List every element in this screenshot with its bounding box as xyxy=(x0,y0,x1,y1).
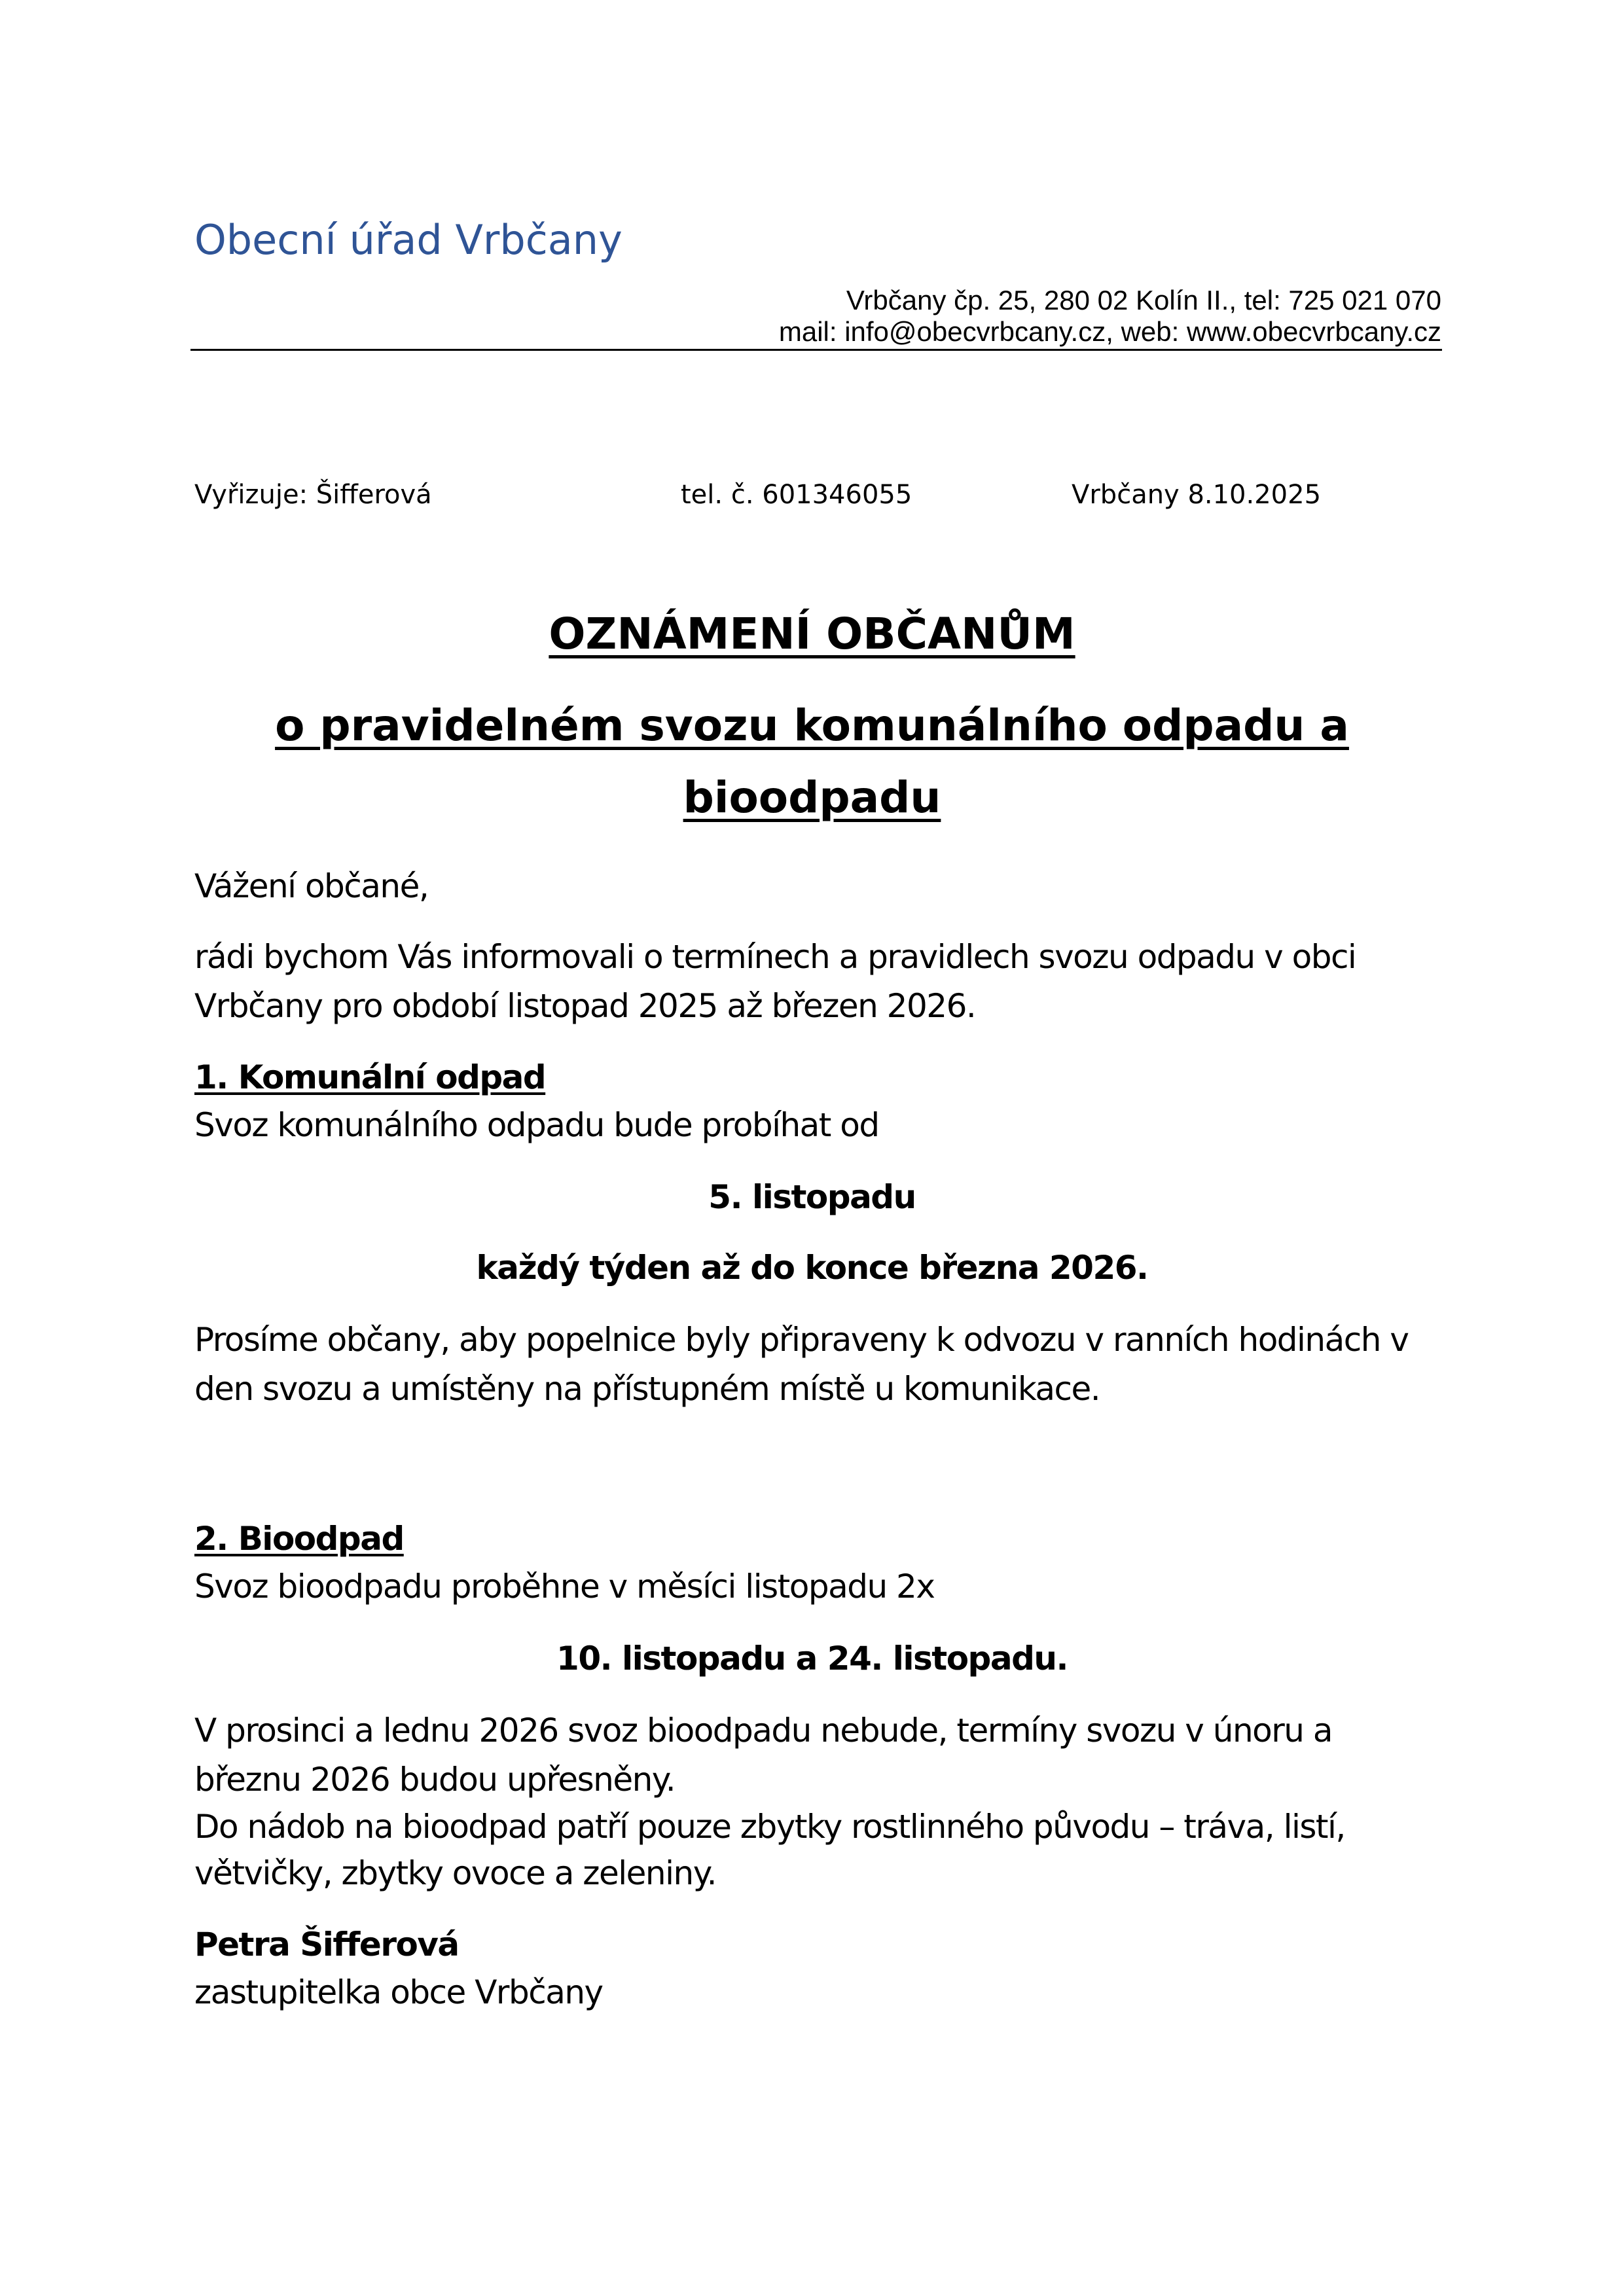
biowaste-text: Svoz bioodpadu proběhne v měsíci listopadu 2x xyxy=(194,1568,935,1605)
document-subtitle-line1: o pravidelném svozu komunálního odpadu a xyxy=(275,700,1349,751)
biowaste-dates: 10. listopadu a 24. listopadu. xyxy=(556,1640,1068,1677)
address-line: Vrbčany čp. 25, 280 02 Kolín II., tel: 725 021 070 xyxy=(846,285,1441,315)
organization-name: Obecní úřad Vrbčany xyxy=(194,216,623,264)
handler-label: Vyřizuje: Šifferová xyxy=(194,480,432,510)
communal-waste-note-line-1: Prosíme občany, aby popelnice byly připraveny k odvozu v ranních hodinách v xyxy=(194,1321,1409,1359)
contact-line: mail: info@obecvrbcany.cz, web: www.obecvrbcany.cz xyxy=(778,316,1441,347)
section-heading-communal-waste: 1. Komunální odpad xyxy=(194,1058,546,1096)
salutation: Vážení občané, xyxy=(194,867,429,905)
place-date: Vrbčany 8.10.2025 xyxy=(1072,480,1322,510)
communal-waste-start-date: 5. listopadu xyxy=(708,1178,916,1216)
signature-role: zastupitelka obce Vrbčany xyxy=(194,1973,603,2011)
section-heading-biowaste: 2. Bioodpad xyxy=(194,1520,404,1558)
document-subtitle-line2: bioodpadu xyxy=(683,772,941,823)
communal-waste-note-line-2: den svozu a umístěny na přístupném místě u komunikace. xyxy=(194,1370,1100,1408)
biowaste-note-line-4: větvičky, zbytky ovoce a zeleniny. xyxy=(194,1854,717,1892)
biowaste-note-line-3: Do nádob na bioodpad patří pouze zbytky rostlinného původu – tráva, listí, xyxy=(194,1808,1345,1846)
intro-line-1: rádi bychom Vás informovali o termínech a pravidlech svozu odpadu v obci xyxy=(194,938,1356,976)
header-divider xyxy=(190,349,1442,351)
intro-line-2: Vrbčany pro období listopad 2025 až březen 2026. xyxy=(194,987,976,1025)
document-title: OZNÁMENÍ OBČANŮM xyxy=(549,609,1075,659)
communal-waste-frequency: každý týden až do konce března 2026. xyxy=(476,1249,1148,1287)
biowaste-note-line-2: březnu 2026 budou upřesněny. xyxy=(194,1761,676,1799)
biowaste-note-line-1: V prosinci a lednu 2026 svoz bioodpadu nebude, termíny svozu v únoru a xyxy=(194,1712,1333,1749)
signature-name: Petra Šifferová xyxy=(194,1926,459,1964)
handler-phone: tel. č. 601346055 xyxy=(681,480,912,510)
communal-waste-text: Svoz komunálního odpadu bude probíhat od xyxy=(194,1106,879,1144)
